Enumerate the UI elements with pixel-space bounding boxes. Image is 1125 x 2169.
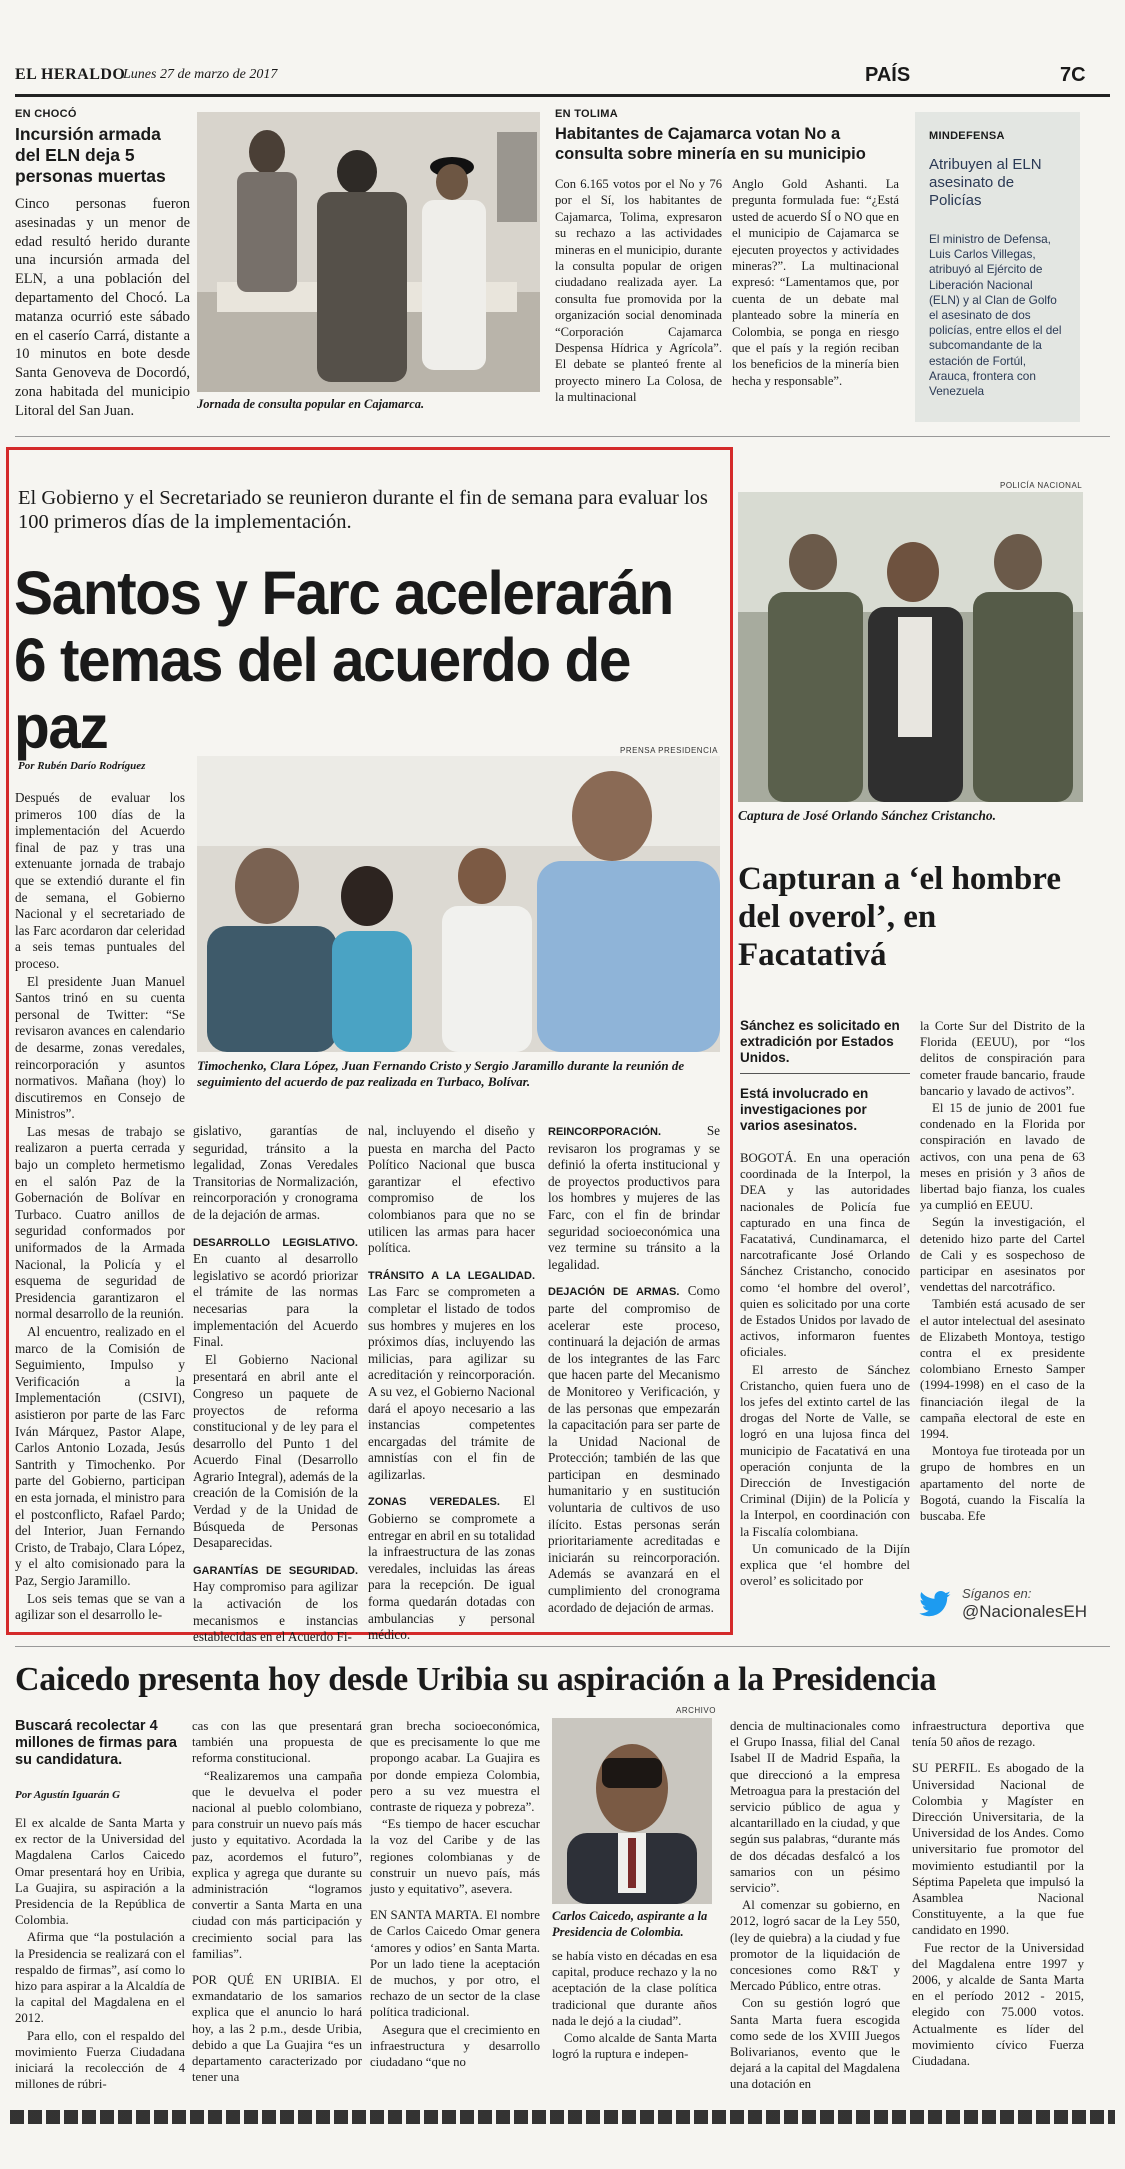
bottom-paragraph: infraestructura deportiva que tenía 50 años de rezago. [912,1719,1084,1750]
subhead: ZONAS VEREDALES. [368,1496,500,1509]
police-photo-credit: POLICÍA NACIONAL [1000,481,1083,490]
bottom-paragraph: “Realizaremos una campaña que le devuelva el poder nacional al pueblo colombiano, para construir un nuevo país más justo y equitativo. Acordada la paz, acordemos el futuro”, explica y agrega que durante su administración “logramos convertir a Santa Marta en una ciudad con más participación y crecimiento social para las familias”. [192,1768,362,1961]
twitter-follow[interactable] [918,1584,1088,1624]
paragraph-text: Hay compromiso para agilizar la activación de los mecanismos e instancias establecidas en el Acuerdo Fi- [193,1579,358,1645]
cajamarca-photo [197,112,540,392]
story-col-2: Anglo Gold Ashanti. La pregunta formulada fue: “¿Está usted de acuerdo SÍ o NO que en el municipio de Cajamarca se ejecuten proyectos y actividades mineras?”. La multinacional expresó: “Lamentamos que, por cuenta de un debate mal planteado sobre la minería en Colombia, se ponga en riesgo que el país y la región reciban los beneficios de la minería bien hecha y responsable”. [732,177,899,388]
bottom-paragraph: POR QUÉ EN URIBIA. El exmandatario de los samarios explica que el anuncio lo hará hoy, a las 2 p.m., desde Uribia, debido a que La Guajira “es un departamento caracterizado por tener una [192,1973,362,2085]
paragraph [368,1267,535,1484]
bottom-col-6 [912,1718,1084,2070]
side-paragraph: Montoya fue tiroteada por un grupo de hombres en un apartamento del norte de Bogotá, cuando la Fiscalía la buscaba. Efe [920,1444,1085,1524]
main-col-1 [15,790,185,1625]
meeting-illustration [197,756,720,1052]
print-registration-strip [10,2110,1115,2124]
side-subhead-2: Está involucrado en investigaciones por varios asesinatos. [740,1086,869,1133]
issue-date: Lunes 27 de marzo de 2017 [123,67,278,82]
capture-photo [738,492,1083,802]
subhead: GARANTÍAS DE SEGURIDAD. [193,1564,358,1577]
turbaco-photo [197,756,720,1052]
voters-illustration [197,112,540,392]
main-col-3 [368,1123,535,1645]
side-paragraph: También está acusado de ser el autor intelectual del asesinato de Elizabeth Montoya, testigo contra el ex presidente colombiano Ernesto Samper (1994-1998) en el caso de la financiación ilegal de la campaña electoral de este en 1994. [920,1297,1085,1442]
bottom-headline: Caicedo presenta hoy desde Uribia su aspiración a la Presidencia [15,1661,937,1698]
paragraph [193,1352,358,1552]
paragraph [193,1562,358,1646]
bottom-paragraph: El ex alcalde de Santa Marta y ex rector de la Universidad del Magdalena Carlos Caicedo Omar presentará hoy en Uribia, La Guajira, su aspiración a la Presidencia de la República de Colombia. [15,1816,185,1928]
paragraph-text: El Gobierno se compromete a entregar en abril en su totalidad la infraestructura de las zonas veredales, incluidas las áreas para la recepción. De igual forma quedarán dotadas con ambulancias y personal médico. [368,1493,535,1643]
bottom-paragraph: Para ello, con el respaldo del movimiento Fuerza Ciudadana iniciará la recolección de 4 millones de rúbri- [15,2028,185,2092]
paragraph-text: En cuanto al desarrollo legislativo se acordó priorizar el trámite de las normas necesarias para la implementación del Acuerdo Final. [193,1251,358,1350]
bottom-col-4 [552,1948,717,2063]
bottom-paragraph: Afirma que “la postulación a la Presidencia se realizará con el respaldo de firmas”, así como lo hizo para aspirar a la Alcaldía de la capital del Magdalena en el 2012. [15,1930,185,2026]
follow-label: Síganos en: [962,1586,1032,1601]
bottom-paragraph: dencia de multinacionales como el Grupo Inassa, filial del Canal Isabel II de Madrid España, la que direccionó a la empresa Metroagua para la prestación del servicio público de agua y alcantarillado en la ciudad, y que según sus palabras, “durante más de dos décadas desfalcó a los samarios con un pésimo servicio”. [730,1719,900,1896]
caicedo-photo [552,1718,712,1904]
bottom-paragraph: Con su gestión logró que Santa Marta fuera escogida como sede de los XVIII Juegos Bolivarianos, evento que le dejará a la capital del Magdalena una dotación en [730,1996,900,2092]
photo-credit: PRENSA PRESIDENCIA [620,746,718,755]
paragraph [548,1123,720,1273]
subhead: DEJACIÓN DE ARMAS. [548,1286,680,1299]
paragraph-text: gislativo, garantías de seguridad, tránsito a la legalidad, Zonas Veredales Transitorias de Normalización, reincorporación y cronograma de la dejación de armas. [193,1123,358,1222]
paragraph-text: Se revisaron los programas y se definió la oferta institucional y de proyectos productivos para los hombres y mujeres de las Farc, con el fin de brindar seguridad socioeconómica una vez termine su tránsito a la legalidad. [548,1123,720,1272]
lead-paragraph: El presidente Juan Manuel Santos trinó en su cuenta personal de Twitter: “Se revisaron avances en calendario de desarme, zonas veredales, reincorporación y asuntos normativos. Mañana (hoy) lo discutiremos en Consejo de Ministros”. [15,973,185,1122]
box-kicker: MINDEFENSA [929,130,1005,142]
capture-illustration [738,492,1083,802]
archivo-credit: ARCHIVO [676,1706,716,1715]
lead-paragraph: Los seis temas que se van a agilizar son el desarrollo le- [15,1590,185,1623]
cajamarca-caption: Jornada de consulta popular en Cajamarca. [197,397,425,411]
masthead [15,62,1110,92]
side-col-a [740,1018,910,1590]
bottom-paragraph: EN SANTA MARTA. El nombre de Carlos Caicedo Omar genera ‘amores y odios’ en Santa Marta. Por un lado tiene la aceptación de muchos, y por otro, el rechazo de un sector de la clase política tradicional. [370,1908,540,2020]
subhead: TRÁNSITO A LA LEGALIDAD. [368,1269,535,1282]
bottom-paragraph: Al comenzar su gobierno, en 2012, logró sacar de la Ley 550, (ley de quiebra) a la ciudad y fue promotor de la liquidación de concesiones como R&T y Mercado Público, entre otras. [730,1898,900,1994]
main-byline: Por Rubén Darío Rodríguez [18,760,146,772]
side-paragraph: la Corte Sur del Distrito de la Florida (EEUU), por “los delitos de conspiración para cometer fraude bancario, fraude bancario y lavado de activos”. [920,1019,1085,1098]
bottom-deck: Buscará recolectar 4 millones de firmas para su candidatura. [15,1718,177,1768]
story-col-1: Con 6.165 votos por el No y 76 por el Sí, los habitantes de Cajamarca, Tolima, expresaron su rechazo a las actividades mineras en el municipio, durante la consulta popular de origen ciudadano realizada ayer. La consulta fue promovida por la organización social denominada “Corporación Cajamarca Despensa Hídrica y Agrícola”. El debate se planteó frente al proyecto minero La Colosa, de la multinacional [555,177,722,405]
capture-caption: Captura de José Orlando Sánchez Cristancho. [738,808,997,823]
main-deck: El Gobierno y el Secretariado se reunieron durante el fin de semana para evaluar los 100 primeros días de la implementación. [18,487,708,533]
bottom-col-5 [730,1718,900,2094]
paragraph [548,1283,720,1616]
box-body: El ministro de Defensa, Luis Carlos Villegas, atribuyó al Ejército de Liberación Nacional (ELN) y al Clan de Golfo el asesinato de dos policías, entre ellos el del subcomandante de la estación de Fortúl, Arauca, frontera con Venezuela [929,232,1062,399]
story-title: Habitantes de Cajamarca votan No a consulta sobre minería en su municipio [555,125,866,163]
paragraph-text: El Gobierno Nacional presentará en abril ante el Congreso un paquete de proyectos de reforma constitucional y de ley para el desarrollo del Punto 1 del Acuerdo Final (Desarrollo Agrario Integral), además de la creación de la Comisión de la Verdad y de la Unidad de Búsqueda de Personas Desaparecidas. [193,1351,358,1551]
bottom-paragraph: Asegura que el crecimiento en infraestructura y desarrollo ciudadano “que no [370,2022,540,2070]
side-paragraph: BOGOTÁ. En una operación coordinada de la Interpol, la DEA y las autoridades nacionales de Policía fue capturado en una finca de Facatativá, Cundinamarca, el narcotraficante José Orlando Sánchez Cristancho, conocido como ‘el hombre del overol’, quien es solicitado por una corte de Estados Unidos por lavado de activos, informaron fuentes oficiales. [740,1151,910,1360]
twitter-bird-icon [918,1590,952,1620]
bottom-paragraph: cas con las que presentará también una propuesta de reforma constitucional. [192,1719,362,1766]
side-paragraph: Según la investigación, el detenido hizo parte del Cartel de Cali y es sospechoso de participar en asesinatos por vendettas del narcotráfico. [920,1215,1085,1295]
lead-paragraph: Las mesas de trabajo se realizaron a puerta cerrada y bajo un completo hermetismo en el salón Paz de la Gobernación de Bolívar en Turbaco. Cuatro anillos de seguridad conformados por uniformados de la Armada Nacional, la Policía y el esquema de seguridad de Presidencia garantizaron el normal desarrollo de la reunión. [15,1123,185,1322]
side-subhead-1: Sánchez es solicitado en extradición por Estados Unidos. [740,1018,900,1065]
side-col-b [920,1018,1085,1525]
story-title: Incursión armada del ELN deja 5 personas muertas [15,124,166,186]
turbaco-caption: Timochenko, Clara López, Juan Fernando Cristo y Sergio Jaramillo durante la reunión de seguimiento del acuerdo de paz realizada en Turbaco, Bolívar. [197,1058,685,1089]
caicedo-caption: Carlos Caicedo, aspirante a la Presidencia de Colombia. [552,1909,708,1939]
paper-name: EL HERALDO [15,66,126,83]
paragraph [368,1493,535,1643]
bottom-col-1 [15,1718,185,2093]
bottom-col-3 [370,1718,540,2071]
mindefensa-box [915,112,1080,422]
sub-rule [740,1073,910,1074]
section-name: PAÍS [865,64,911,86]
box-title: Atribuyen al ELN asesinato de Policías [929,156,1042,209]
paragraph-text: Las Farc se comprometen a completar el listado de todos sus hombres y mujeres en los próximos días, incluyendo las milicias, para agilizar su acreditación y reincorporación. A su vez, el Gobierno Nacional dará el apoyo necesario a las instancias competentes encargadas del trámite de amnistías con el fin de agilizarlas. [368,1284,535,1482]
side-paragraph: Un comunicado de la Dijín explica que ‘el hombre del overol’ es solicitado por [740,1541,910,1589]
paragraph-text: nal, incluyendo el diseño y puesta en marcha del Pacto Político Nacional que busca garantizar el efectivo compromiso de los colombianos para que no se utilicen las armas para hacer política. [368,1123,535,1256]
page-number: 7C [1060,64,1086,86]
bottom-paragraph: Como alcalde de Santa Marta logró la ruptura e indepen- [552,2031,717,2062]
story-kicker: EN TOLIMA [555,108,618,120]
divider [15,436,1110,437]
bottom-paragraph: “Es tiempo de hacer escuchar la voz del Caribe y de las regiones colombianas y de construir un nuevo país, más justo y equitativo”, asevera. [370,1817,540,1897]
twitter-handle[interactable]: @NacionalesEH [962,1602,1087,1621]
main-headline: Santos y Farc acelerarán 6 temas del acuerdo de paz [14,559,673,761]
tolima-story [555,108,900,407]
bottom-byline: Por Agustín Iguarán G [15,1789,121,1801]
bottom-col-2 [192,1718,362,2086]
bottom-paragraph: SU PERFIL. Es abogado de la Universidad Nacional de Colombia y Magíster en Dirección Universitaria, de la Universidad de los Andes. Como universitario fue promotor del movimiento estudiantil por la Séptima Papeleta que impulsó la Asamblea Nacional Constituyente, a la que fue candidato en 1990. [912,1761,1084,1938]
paragraph [193,1234,358,1351]
paragraph [368,1123,535,1257]
side-paragraph: El 15 de junio de 2001 fue condenado en la Florida por conspiración en lavado de activos, con una pena de 63 meses en prisión y 3 años de libertad bajo fianza, los cuales ya cumplió en EEUU. [920,1101,1085,1213]
side-paragraph: El arresto de Sánchez Cristancho, quien fuera uno de los jefes del extinto cartel de las drogas del Norte de Valle, se logró en una lujosa finca del municipio de Facatativá en una operación conjunta de la Dirección de Investigación Criminal (Dijin) de la Policía y la Interpol, en coordinación con la Fiscalía colombiana. [740,1362,910,1539]
subhead: DESARROLLO LEGISLATIVO. [193,1236,358,1249]
story-kicker: EN CHOCÓ [15,108,77,120]
story-body: Cinco personas fueron asesinadas y un menor de edad resultó herido durante una incursión armada del ELN, a una población del departamento del Chocó. La matanza ocurrió este sábado en el caserío Carrá, distante a 10 minutos en bote desde Santa Genoveva de Docordó, zona habitada del municipio Litoral del San Juan. [15,196,190,419]
caicedo-illustration [552,1718,712,1904]
header-rule [15,94,1110,97]
paragraph [193,1123,358,1224]
lead-paragraph: Después de evaluar los primeros 100 días de la implementación del Acuerdo final de paz y tras una extenuante jornada de trabajo que se extendió durante el fin de semana, el Gobierno Nacional y el secretariado de las Farc acordaron dar celeridad a seis temas puntuales del proceso. [15,790,185,971]
main-col-4 [548,1123,720,1617]
bottom-paragraph: gran brecha socioeconómica, que es precisamente lo que me propongo acabar. La Guajira es por donde empieza Colombia, pero a su vez muestra el contraste de riqueza y pobreza”. [370,1719,540,1815]
bottom-paragraph: se había visto en décadas en esa capital, produce rechazo y la no aceptación de la clase política tradicional que durante años nada le dejó a la ciudad”. [552,1949,717,2028]
side-headline: Capturan a ‘el hombre del overol’, en Facatativá [738,861,1061,973]
bottom-divider [15,1646,1110,1647]
lead-paragraph: Al encuentro, realizado en el marco de la Comisión de Seguimiento, Impulso y Verificación a la Implementación (CSIVI), asistieron por parte de las Farc Iván Márquez, Pastor Alape, Carlos Antonio Lozada, Jesús Santrith y Timochenko. Por parte del Gobierno, participan en esta jornada, el ministro para el postconflicto, Rafael Pardo; del Interior, Juan Fernando Cristo, de Trabajo, Clara López, y el alto comisionado para la Paz, Sergio Jaramillo. [15,1324,185,1588]
paragraph-text: Como parte del compromiso de acelerar este proceso, continuará la dejación de armas de los integrantes de las Farc que hacen parte del Mecanismo de Monitoreo y Verificación, y de las personas que empezarán la capacitación para ser parte de la Unidad Nacional de Protección; también de las que participan en desminado humanitario y en sustitución voluntaria de cultivos de uso ilícito. Estas personas serán prioritariamente acreditadas e iniciarán su reincorporación. Además se avanzará en el cumplimiento del cronograma acordado de dejación de armas. [548,1283,720,1615]
bottom-paragraph: Fue rector de la Universidad del Magdalena entre 1997 y 2006, y alcalde de Santa Marta en el período 2012 - 2015, elegido con 75.000 votos. Actualmente es líder del movimiento cívico Fuerza Ciudadana. [912,1940,1084,2069]
choco-story [15,108,190,422]
subhead: REINCORPORACIÓN. [548,1126,662,1138]
main-col-2 [193,1123,358,1647]
